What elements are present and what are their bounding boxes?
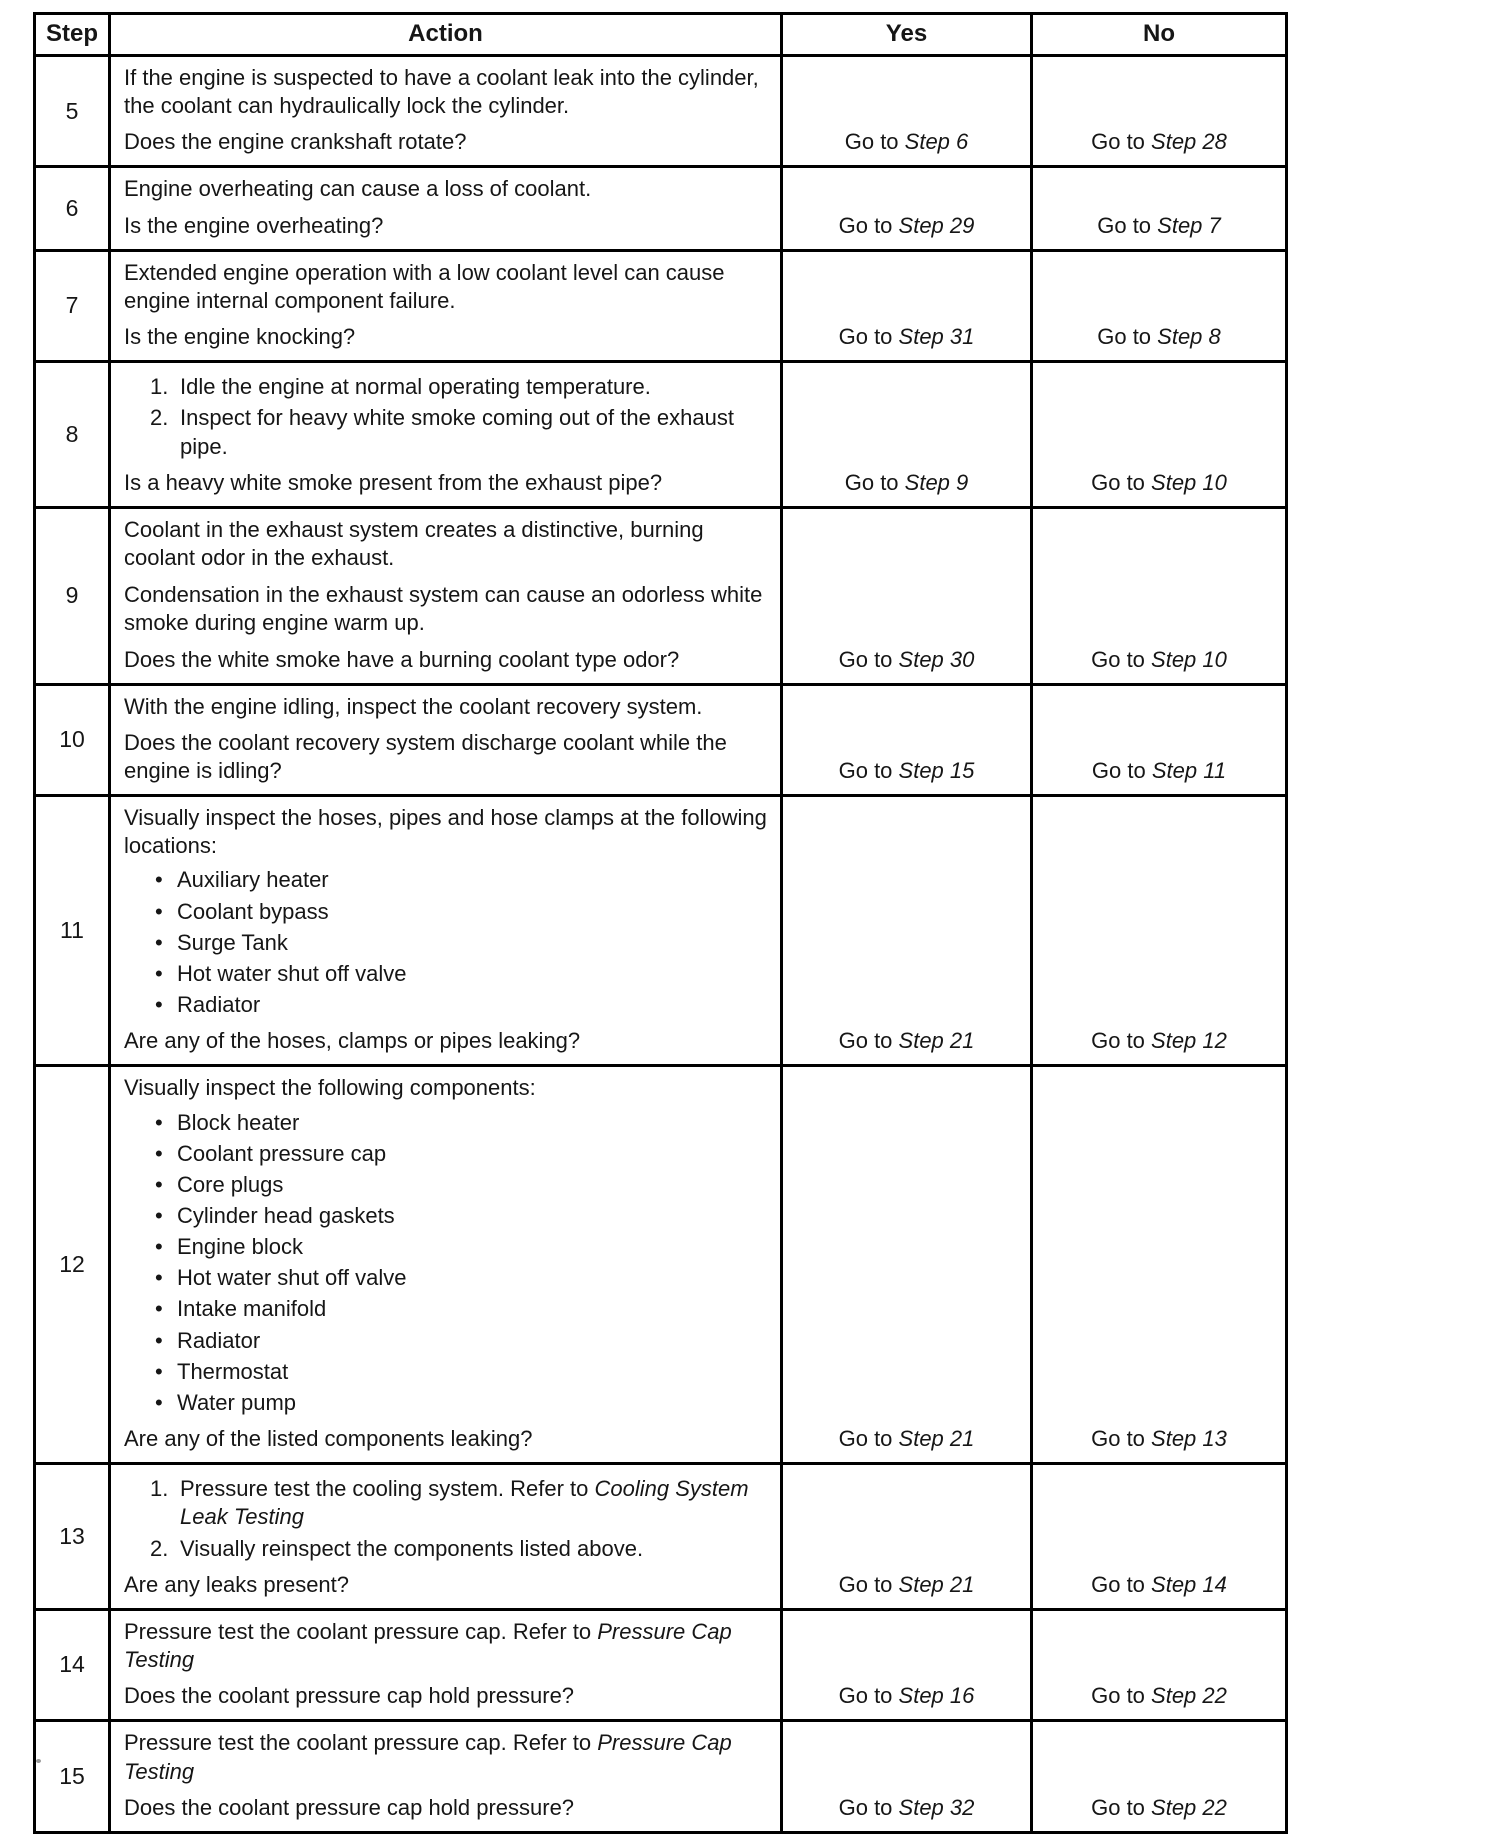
- question-text: [124, 1794, 770, 1822]
- yes-cell: [782, 684, 1032, 795]
- text-segment: Go to: [844, 129, 905, 155]
- numbered-item: [124, 373, 770, 401]
- text-segment: Condensation in the exhaust system can cause an odorless white smoke during engine warm up.: [124, 582, 763, 636]
- numbered-item: [124, 404, 770, 460]
- yes-cell: [782, 167, 1032, 250]
- text-segment: Does the coolant recovery system discharge coolant while the engine is idling?: [124, 729, 727, 783]
- action-paragraph: [124, 259, 770, 315]
- text-segment: Are any of the listed components leaking?: [124, 1426, 533, 1452]
- italic-text: Step 21: [898, 1426, 975, 1452]
- text-segment: Hot water shut off valve: [177, 960, 407, 986]
- table-row: [35, 56, 1287, 167]
- yes-cell: [782, 507, 1032, 684]
- item-text: [177, 1202, 770, 1230]
- bullet-item: [124, 1233, 770, 1261]
- bullet-item: [124, 1264, 770, 1292]
- text-segment: If the engine is suspected to have a coolant leak into the cylinder, the coolant can hydraulically lock the cylinder.: [124, 65, 759, 119]
- item-text: [180, 1475, 770, 1531]
- item-text: [177, 1389, 770, 1417]
- item-text: [177, 960, 770, 988]
- italic-text: Step 14: [1151, 1571, 1227, 1597]
- text-segment: Is the engine overheating?: [124, 212, 384, 238]
- table-row: [35, 250, 1287, 361]
- table-row: [35, 167, 1287, 250]
- italic-text: Step 32: [898, 1794, 975, 1820]
- no-cell: [1032, 1721, 1287, 1832]
- text-segment: Go to: [838, 1571, 899, 1597]
- item-number: 1.: [150, 1476, 169, 1502]
- no-cell: [1032, 167, 1287, 250]
- bullet-item: [124, 1140, 770, 1168]
- item-text: [177, 1109, 770, 1137]
- table-row: [35, 362, 1287, 508]
- step-number-cell: 7: [35, 250, 110, 361]
- text-segment: Go to: [1091, 1028, 1152, 1054]
- step-number-cell: 9: [35, 507, 110, 684]
- action-paragraph: [124, 1729, 770, 1785]
- text-segment: Thermostat: [177, 1358, 289, 1384]
- text-segment: Surge Tank: [177, 929, 288, 955]
- italic-text: Step 11: [1151, 757, 1227, 783]
- numbered-item: [124, 1535, 770, 1563]
- item-text: [177, 898, 770, 926]
- question-text: [124, 128, 770, 156]
- bullet-item: [124, 1171, 770, 1199]
- text-segment: Go to: [838, 1794, 899, 1820]
- yes-cell: [782, 56, 1032, 167]
- text-segment: Pressure test the coolant pressure cap. Refer to: [124, 1730, 598, 1756]
- bullet-icon: •: [155, 929, 163, 955]
- item-text: [177, 866, 770, 894]
- bullet-icon: •: [155, 1265, 163, 1291]
- action-cell: [110, 1609, 782, 1720]
- item-text: [177, 929, 770, 957]
- text-segment: Extended engine operation with a low coolant level can cause engine internal component failure.: [124, 259, 725, 313]
- text-segment: Go to: [1097, 324, 1158, 350]
- action-cell: [110, 796, 782, 1066]
- italic-text: Step 15: [898, 757, 975, 783]
- bullet-item: [124, 1109, 770, 1137]
- item-text: [180, 404, 770, 460]
- yes-cell: [782, 250, 1032, 361]
- bullet-item: [124, 1295, 770, 1323]
- action-cell: [110, 684, 782, 795]
- numbered-item: [124, 1475, 770, 1531]
- bullet-item: [124, 991, 770, 1019]
- text-segment: Go to: [1091, 1571, 1152, 1597]
- bullet-icon: •: [155, 1296, 163, 1322]
- table-row: [35, 1464, 1287, 1610]
- action-cell: [110, 56, 782, 167]
- text-segment: Go to: [1091, 646, 1152, 672]
- numbered-list: [124, 373, 770, 460]
- text-segment: Core plugs: [177, 1171, 284, 1197]
- question-text: [124, 212, 770, 240]
- action-paragraph: [124, 516, 770, 572]
- yes-cell: [782, 1609, 1032, 1720]
- text-segment: Visually inspect the hoses, pipes and hose clamps at the following locations:: [124, 805, 767, 859]
- text-segment: Is a heavy white smoke present from the exhaust pipe?: [124, 469, 663, 495]
- text-segment: Are any of the hoses, clamps or pipes leaking?: [124, 1028, 581, 1054]
- bullet-item: [124, 929, 770, 957]
- no-cell: [1032, 250, 1287, 361]
- item-text: [177, 1327, 770, 1355]
- question-text: [124, 1682, 770, 1710]
- no-cell: [1032, 1464, 1287, 1610]
- italic-text: Step 21: [898, 1028, 975, 1054]
- text-segment: Radiator: [177, 1327, 261, 1353]
- column-header-yes: Yes: [782, 14, 1032, 56]
- action-paragraph: [124, 175, 770, 203]
- italic-text: Step 21: [898, 1571, 975, 1597]
- action-paragraph: [124, 581, 770, 637]
- step-number-cell: 5: [35, 56, 110, 167]
- bullet-icon: •: [155, 1327, 163, 1353]
- italic-text: Step 31: [898, 324, 975, 350]
- text-segment: Go to: [838, 646, 899, 672]
- question-text: [124, 1571, 770, 1599]
- action-cell: [110, 167, 782, 250]
- action-cell: [110, 250, 782, 361]
- item-text: [177, 991, 770, 1019]
- text-segment: Go to: [838, 1683, 899, 1709]
- item-text: [180, 1535, 770, 1563]
- bullet-icon: •: [155, 1389, 163, 1415]
- text-segment: Intake manifold: [177, 1296, 327, 1322]
- item-text: [180, 373, 770, 401]
- step-number-cell: 15: [35, 1721, 110, 1832]
- bullet-icon: •: [155, 867, 163, 893]
- yes-cell: [782, 1464, 1032, 1610]
- text-segment: Does the coolant pressure cap hold pressure?: [124, 1794, 575, 1820]
- step-number-cell: 11: [35, 796, 110, 1066]
- text-segment: Inspect for heavy white smoke coming out of the exhaust pipe.: [180, 405, 734, 459]
- yes-cell: [782, 1721, 1032, 1832]
- column-header-no: No: [1032, 14, 1287, 56]
- text-segment: Go to: [1091, 1426, 1152, 1452]
- table-row: [35, 684, 1287, 795]
- document-page: [0, 12, 1504, 1820]
- bullet-item: [124, 1389, 770, 1417]
- text-segment: Hot water shut off valve: [177, 1265, 407, 1291]
- text-segment: Pressure test the cooling system. Refer to: [180, 1476, 595, 1502]
- text-segment: Pressure test the coolant pressure cap. Refer to: [124, 1618, 598, 1644]
- bullet-item: [124, 1358, 770, 1386]
- italic-text: Step 9: [904, 469, 969, 495]
- text-segment: Auxiliary heater: [177, 867, 329, 893]
- bullet-item: [124, 898, 770, 926]
- item-number: 2.: [150, 405, 169, 431]
- action-paragraph: [124, 1074, 770, 1102]
- yes-cell: [782, 1066, 1032, 1464]
- italic-text: Step 10: [1151, 469, 1227, 495]
- bullet-icon: •: [155, 1109, 163, 1135]
- column-header-step: Step: [35, 14, 110, 56]
- no-cell: [1032, 796, 1287, 1066]
- table-row: [35, 507, 1287, 684]
- table-body: [35, 56, 1287, 1833]
- text-segment: Are any leaks present?: [124, 1571, 350, 1597]
- text-segment: Go to: [838, 1426, 899, 1452]
- table-row: [35, 1066, 1287, 1464]
- text-segment: Coolant in the exhaust system creates a distinctive, burning coolant odor in the exhaust.: [124, 516, 704, 571]
- text-segment: Radiator: [177, 992, 261, 1018]
- question-text: [124, 1425, 770, 1453]
- text-segment: Coolant bypass: [177, 898, 329, 924]
- italic-text: Step 12: [1151, 1028, 1227, 1054]
- text-segment: Go to: [838, 212, 899, 238]
- bullet-icon: •: [155, 1203, 163, 1228]
- text-segment: Block heater: [177, 1109, 300, 1135]
- text-segment: Engine overheating can cause a loss of coolant.: [124, 176, 592, 202]
- bullet-icon: •: [155, 992, 163, 1018]
- yes-cell: [782, 362, 1032, 508]
- diagnostic-table: [33, 12, 1288, 1834]
- text-segment: Coolant pressure cap: [177, 1140, 387, 1166]
- bullet-list: [124, 1109, 770, 1418]
- action-paragraph: [124, 1618, 770, 1674]
- italic-text: Step 6: [904, 129, 969, 155]
- text-segment: Engine block: [177, 1234, 303, 1260]
- text-segment: Water pump: [177, 1389, 297, 1415]
- text-segment: Visually inspect the following components:: [124, 1075, 536, 1101]
- action-cell: [110, 1066, 782, 1464]
- scan-speck: [36, 1759, 41, 1763]
- no-cell: [1032, 684, 1287, 795]
- bullet-list: [124, 866, 770, 1019]
- bullet-icon: •: [155, 1140, 163, 1166]
- action-paragraph: [124, 693, 770, 721]
- item-number: 2.: [150, 1535, 169, 1561]
- item-text: [177, 1233, 770, 1261]
- italic-text: Pressure Cap Testing: [124, 1618, 732, 1673]
- bullet-item: [124, 960, 770, 988]
- action-paragraph: [124, 804, 770, 860]
- item-text: [177, 1264, 770, 1292]
- item-number: 1.: [150, 374, 169, 400]
- text-segment: Does the coolant pressure cap hold pressure?: [124, 1683, 575, 1709]
- text-segment: Go to: [1091, 1683, 1152, 1709]
- table-header-row: [35, 14, 1287, 56]
- no-cell: [1032, 56, 1287, 167]
- item-text: [177, 1171, 770, 1199]
- bullet-icon: •: [155, 1171, 163, 1197]
- text-segment: Is the engine knocking?: [124, 324, 356, 350]
- text-segment: Go to: [844, 469, 905, 495]
- yes-cell: [782, 796, 1032, 1066]
- text-segment: Go to: [838, 757, 899, 783]
- bullet-icon: •: [155, 1234, 163, 1260]
- question-text: [124, 323, 770, 351]
- text-segment: With the engine idling, inspect the coolant recovery system.: [124, 693, 703, 719]
- bullet-item: [124, 1202, 770, 1230]
- table-row: [35, 1609, 1287, 1720]
- step-number-cell: 8: [35, 362, 110, 508]
- bullet-icon: •: [155, 1358, 163, 1384]
- text-segment: Does the white smoke have a burning coolant type odor?: [124, 646, 680, 672]
- text-segment: Idle the engine at normal operating temperature.: [180, 374, 651, 400]
- item-text: [177, 1295, 770, 1323]
- action-paragraph: [124, 64, 770, 120]
- question-text: [124, 646, 770, 674]
- action-cell: [110, 507, 782, 684]
- bullet-item: [124, 866, 770, 894]
- italic-text: Step 13: [1151, 1426, 1227, 1452]
- numbered-list: [124, 1475, 770, 1562]
- italic-text: Pressure Cap Testing: [124, 1730, 732, 1784]
- item-text: [177, 1358, 770, 1386]
- action-cell: [110, 1721, 782, 1832]
- bullet-icon: •: [155, 898, 163, 924]
- text-segment: Does the engine crankshaft rotate?: [124, 129, 467, 155]
- bullet-icon: •: [155, 960, 163, 986]
- text-segment: Go to: [838, 324, 899, 350]
- italic-text: Step 29: [898, 212, 975, 238]
- step-number-cell: 10: [35, 684, 110, 795]
- step-number-cell: 6: [35, 167, 110, 250]
- text-segment: Go to: [1091, 129, 1152, 155]
- italic-text: Step 22: [1151, 1794, 1227, 1820]
- italic-text: Step 28: [1151, 129, 1227, 155]
- item-text: [177, 1140, 770, 1168]
- action-cell: [110, 1464, 782, 1610]
- step-number-cell: 12: [35, 1066, 110, 1464]
- italic-text: Cooling System Leak Testing: [180, 1476, 749, 1530]
- no-cell: [1032, 1066, 1287, 1464]
- bullet-item: [124, 1327, 770, 1355]
- question-text: [124, 729, 770, 785]
- text-segment: Go to: [838, 1028, 899, 1054]
- column-header-action: Action: [110, 14, 782, 56]
- italic-text: Step 10: [1151, 646, 1227, 672]
- question-text: [124, 469, 770, 497]
- no-cell: [1032, 507, 1287, 684]
- action-cell: [110, 362, 782, 508]
- text-segment: Visually reinspect the components listed above.: [180, 1535, 644, 1561]
- italic-text: Step 7: [1157, 212, 1221, 238]
- step-number-cell: 14: [35, 1609, 110, 1720]
- question-text: [124, 1027, 770, 1055]
- no-cell: [1032, 362, 1287, 508]
- table-row: [35, 1721, 1287, 1832]
- table-row: [35, 796, 1287, 1066]
- no-cell: [1032, 1609, 1287, 1720]
- text-segment: Go to: [1091, 757, 1152, 783]
- text-segment: Go to: [1091, 469, 1152, 495]
- text-segment: Cylinder head gaskets: [177, 1203, 395, 1228]
- italic-text: Step 16: [898, 1683, 975, 1709]
- text-segment: Go to: [1097, 212, 1158, 238]
- text-segment: Go to: [1091, 1794, 1152, 1820]
- step-number-cell: 13: [35, 1464, 110, 1610]
- italic-text: Step 22: [1151, 1683, 1227, 1709]
- italic-text: Step 30: [898, 646, 975, 672]
- italic-text: Step 8: [1157, 324, 1221, 350]
